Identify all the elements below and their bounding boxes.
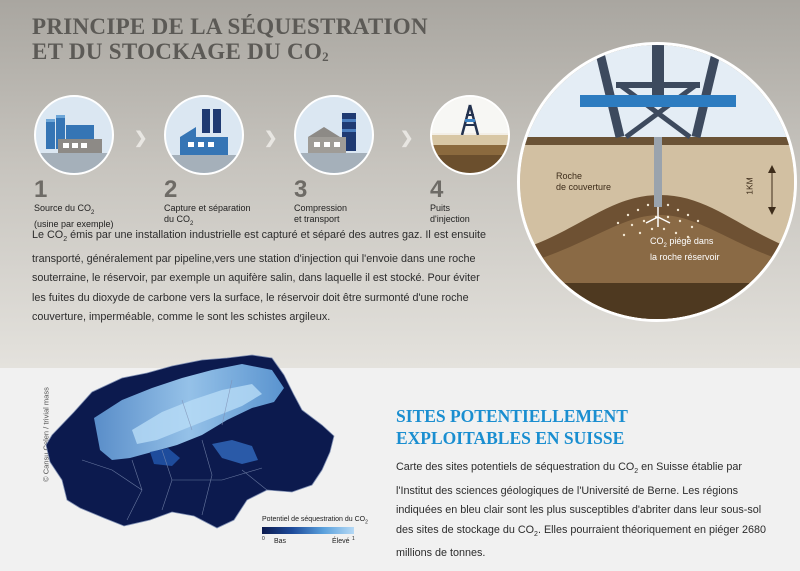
process-description: Le $CO_2$ émis par une installation industrielle est capturé et séparé des autres gaz. Il est ensuite transporté, généralement par pipeline,vers une station d'injection qui l'envoie dans une roche souterraine, le réservoir, par exemple un aquifère salin, dans laquelle il est stocké. Pour éviter les fuites du dioxyde de carbone vers la surface, le réservoir doit être surmonté d'une roche couverture, imperméable, comme le sont les schistes argileux. [32,229,487,324]
step-compression [292,95,402,225]
step-capture [162,95,272,230]
step-number: 4 [430,176,444,203]
chevron-right-icon: ❯ [400,130,414,147]
legend-tick-min: 0 [262,536,265,542]
legend-title: Potentiel de séquestration du $CO_2$ [262,516,368,526]
step-label: Capture et séparation du $CO_2$ [164,203,251,227]
chevron-right-icon: ❯ [264,130,278,147]
step-number: 3 [294,176,308,203]
legend-high-label: Élevé [332,538,350,545]
compression-station-icon [294,95,374,175]
sites-title: SITES POTENTIELLEMENT EXPLOITABLES EN SUISSE [396,406,628,448]
image-credit: © Cansu Celen / trivial mass [41,387,51,482]
step-label: Puits d'injection [430,203,470,224]
injection-cross-section [517,42,797,322]
chevron-right-icon: ❯ [134,130,148,147]
depth-label: 1KM [744,177,755,195]
legend-low-label: Bas [274,538,287,545]
capture-plant-icon [164,95,244,175]
map-legend [262,516,388,545]
step-source [32,95,142,230]
legend-tick-max: 1 [352,536,355,542]
switzerland-map [22,340,367,540]
step-number: 2 [164,176,178,203]
step-number: 1 [34,176,48,203]
sites-description: Carte des sites potentiels de séquestration du $CO_2$ en Suisse établie par l'Institut des sciences géologiques de l'Université de Berne. Les régions indiquées en bleu clair sont les plus susceptibles d'abriter dans leur sous-sol des sites de stockage du $CO_2$. Elles pourraient théoriquement en piéger 2680 millions de tonnes. [396,461,767,560]
legend-color-scale [262,527,354,534]
step-label: Compression et transport [294,203,348,224]
step-label: Source du $CO_2$ (usine par exemple) [34,203,114,229]
cap-rock-label: Roche de couverture [556,171,612,192]
drilling-rig-icon [430,95,510,175]
trapped-co2-label: $CO_2$ piégé dans la roche réservoir [650,236,720,262]
factory-icon [34,95,114,175]
page-title: PRINCIPE DE LA SÉQUESTRATION ET DU STOCKAGE DU $CO_2$ [32,14,428,64]
